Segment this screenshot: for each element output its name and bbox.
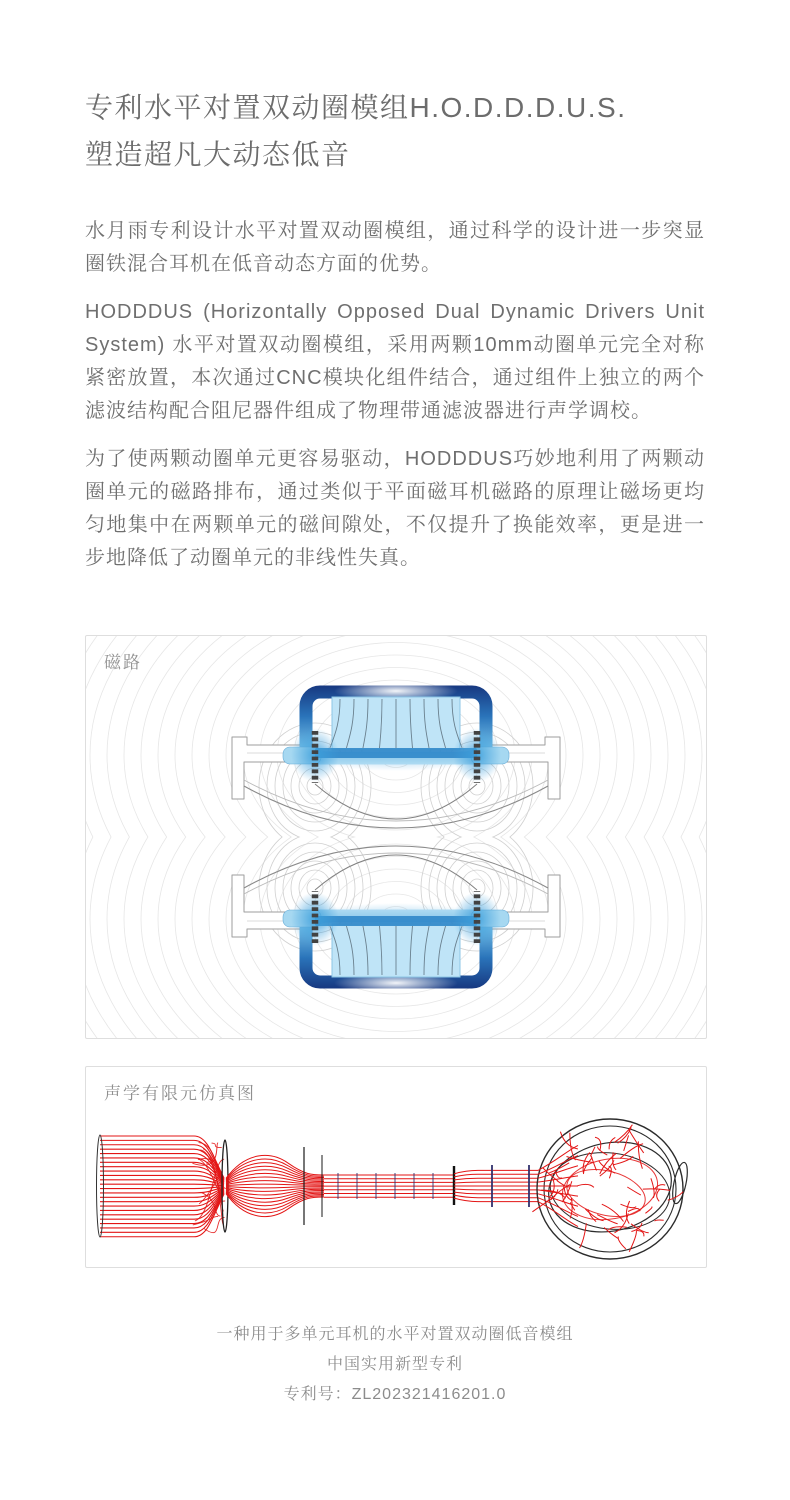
intro-paragraph: 水月雨专利设计水平对置双动圈模组，通过科学的设计进一步突显圈铁混合耳机在低音动态方面的优势。 (85, 220, 705, 275)
hodddus-description-paragraph: HODDDUS (Horizontally Opposed Dual Dynamic Drivers Unit System) 水平对置双动圈模组，采用两颗10mm动圈单元完全对称紧密放置，本次通过CNC模块化组件结合，通过组件上独立的两个滤波结构配合阻尼器件组成了物理带通滤波器进行声学调校。 (85, 301, 705, 422)
patent-title-line: 一种用于多单元耳机的水平对置双动圈低音模组 (216, 1326, 574, 1343)
patent-type-line: 中国实用新型专利 (326, 1356, 463, 1373)
magnetic-circuit-figure (85, 635, 707, 1039)
page-title (85, 84, 705, 178)
page-title-line1: 专利水平对置双动圈模组H.O.D.D.D.U.S. (85, 92, 627, 123)
magnetic-circuit-diagram (86, 636, 706, 1038)
acoustic-simulation-figure (85, 1066, 707, 1268)
page-title-line2: 塑造超凡大动态低音 (85, 139, 351, 170)
magnetic-design-paragraph: 为了使两颗动圈单元更容易驱动，HODDDUS巧妙地利用了两颗动圈单元的磁路排布，通过类似于平面磁耳机磁路的原理让磁场更均匀地集中在两颗单元的磁间隙处，不仅提升了换能效率，更是进一步地降低了动圈单元的非线性失真。 (85, 448, 705, 569)
magnetic-figure-label: 磁路 (104, 653, 142, 672)
patent-number-line: 专利号：ZL202321416201.0 (283, 1386, 507, 1403)
acoustic-figure-label: 声学有限元仿真图 (104, 1084, 256, 1103)
patent-footer (85, 1320, 705, 1410)
